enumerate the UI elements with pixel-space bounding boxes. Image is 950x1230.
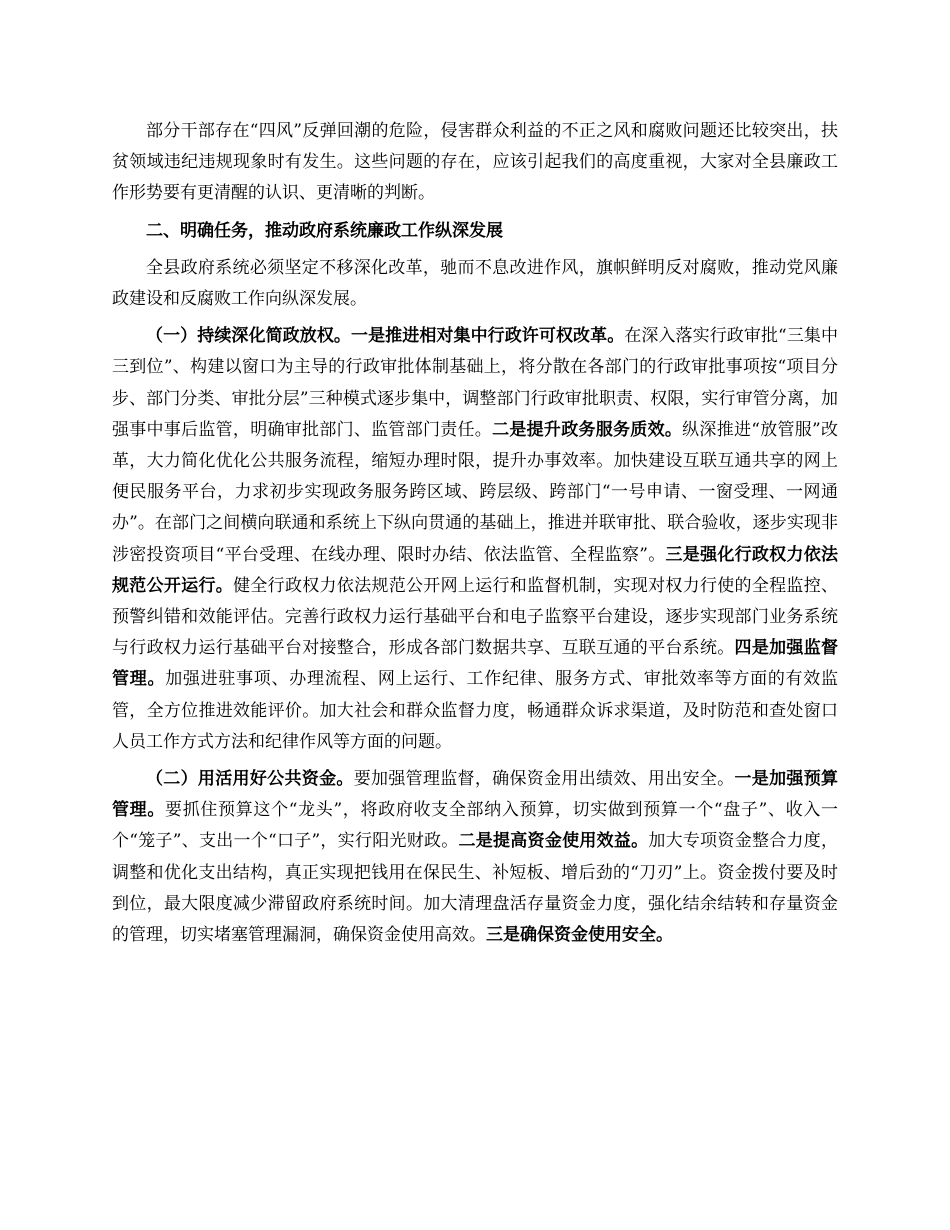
bold-run: （二）用活用好公共资金。 xyxy=(146,769,354,790)
text-run: 要抓住预算这个“龙头”，将政府收支全部纳入预算，切实做到预算一个“盘子”、收入一个“笼子”、支出一个“口子”，实行阳光财政。 xyxy=(112,800,839,852)
text-run: 健全行政权力依法规范公开网上运行和监督机制，实现对权力行使的全程监控、预警纠错和效能评估。完善行政权力运行基础平台和电子监察平台建设，逐步实现部门业务系统与行政权力运行基础平台对接整合，形成各部门数据共享、互联互通的平台系统。 xyxy=(112,575,839,659)
bold-run: 三是强化行政权力依法规范公开运行。 xyxy=(112,544,839,596)
paragraph-subsection-1 xyxy=(112,321,838,758)
text-run: 全县政府系统必须坚定不移深化改革，驰而不息改进作风，旗帜鲜明反对腐败，推动党风廉政建设和反腐败工作向纵深发展。 xyxy=(112,257,838,310)
heading-text: 二、明确任务，推动政府系统廉政工作纵深发展 xyxy=(146,220,503,241)
bold-run: 二是提升政务服务质效。 xyxy=(492,419,683,440)
document-page xyxy=(112,116,838,957)
text-run: 加大专项资金整合力度，调整和优化支出结构，真正实现把钱用在保民生、补短板、增后劲的“刀刃”上。资金拨付要及时到位，最大限度减少滞留政府系统时间。加大清理盘活存量资金力度，强化结余结转和存量资金的管理，切实堵塞管理漏洞，确保资金使用高效。 xyxy=(112,831,839,946)
bold-run: （一）持续深化简政放权。一是推进相对集中行政许可权改革。 xyxy=(146,326,625,347)
paragraph-subsection-2 xyxy=(112,764,838,951)
text-run: 要加强管理监督，确保资金用出绩效、用出安全。 xyxy=(353,769,735,790)
text-run: 在深入落实行政审批“三集中三到位”、构建以窗口为主导的行政审批体制基础上，将分散在各部门的行政审批事项按“项目分步、部门分类、审批分层”三种模式逐步集中，调整部门行政审批职责、权限，实行审管分离，加强事中事后监管，明确审批部门、监管部门责任。 xyxy=(112,326,838,440)
bold-run: 一是加强预算管理。 xyxy=(112,769,839,821)
paragraph-intro xyxy=(112,116,838,210)
text-run: 纵深推进“放管服”改革，大力简化优化公共服务流程，缩短办理时限，提升办事效率。加快建设互联互通共享的网上便民服务平台，力求初步实现政务服务跨区域、跨层级、跨部门“一号申请、一窗受理、一网通办”。在部门之间横向联通和系统上下纵向贯通的基础上，推进并联审批、联合验收，逐步实现非涉密投资项目“平台受理、在线办理、限时办结、依法监管、全程监察”。 xyxy=(112,419,839,565)
bold-run: 三是确保资金使用安全。 xyxy=(486,925,673,946)
paragraph-overview xyxy=(112,253,838,315)
text-run: 部分干部存在“四风”反弹回潮的危险，侵害群众利益的不正之风和腐败问题还比较突出，扶贫领域违纪违规现象时有发生。这些问题的存在，应该引起我们的高度重视，大家对全县廉政工作形势要有更清醒的认识、更清晰的判断。 xyxy=(112,121,838,204)
bold-run: 四是加强监督管理。 xyxy=(112,638,839,690)
bold-run: 二是提高资金使用效益。 xyxy=(458,831,649,852)
section-heading xyxy=(112,216,838,247)
text-run: 加强进驻事项、办理流程、网上运行、工作纪律、服务方式、审批效率等方面的有效监管，全方位推进效能评价。加大社会和群众监督力度，畅通群众诉求渠道，及时防范和查处窗口人员工作方式方法和纪律作风等方面的问题。 xyxy=(112,669,839,752)
